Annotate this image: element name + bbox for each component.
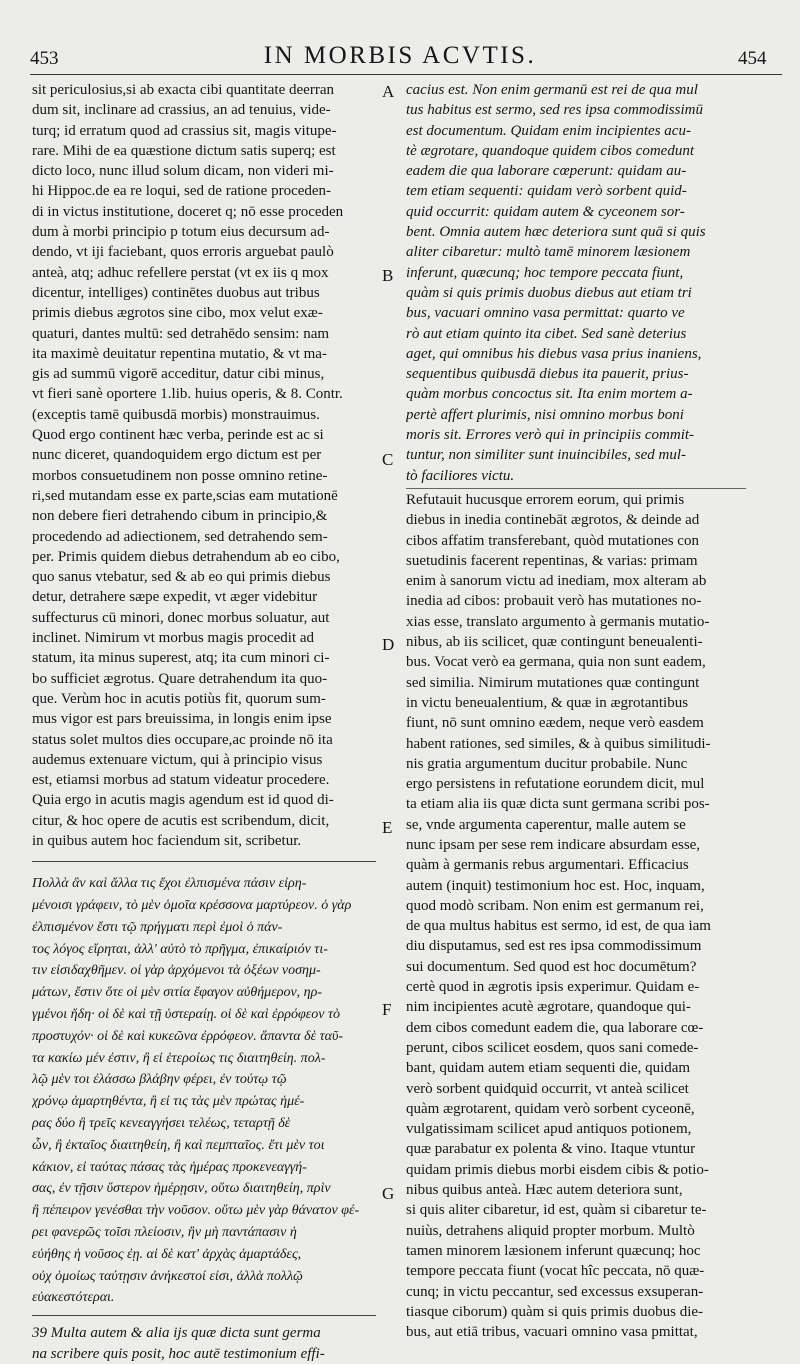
text-line: aget, qui omnibus his diebus vasa prius inaniens, (406, 345, 702, 362)
text-line: quid occurrit: quidam autem & cyceonem sor- (406, 203, 685, 220)
margin-letters (380, 80, 404, 1320)
text-line: dendo, vt iji faciebant, quos erroris arguebat paulò (32, 244, 334, 261)
text-line: rare. Mihi de ea quæstione dictum satis superq; est (32, 142, 336, 159)
text-line: est documentum. Quidam enim incipientes acu- (406, 122, 691, 139)
margin-letter: D (382, 635, 395, 654)
page-number-right: 454 (738, 48, 767, 69)
text-line: dum sit, inclinare ad crassius, an ad tenuius, vide- (32, 102, 331, 119)
text-line: gis ad summū vigorē acceditur, datur cibi minus, (32, 366, 325, 383)
text-line: xias esse, translato argumento à germanis mutatio- (406, 613, 710, 630)
section-rule-3 (406, 488, 746, 489)
text-line: dem cibos comedunt eadem die, qua laborare cœ- (406, 1019, 704, 1036)
text-line: σας, ἐν τῇσιν ὕστερον ἡμέρῃσιν, οὕτω διαιτηθείη, πρὶν (32, 1181, 331, 1197)
text-line: nim incipientes acutè ægrotare, quandoque qui- (406, 999, 691, 1016)
margin-letter: C (382, 450, 394, 469)
text-line: tiasque ciborum) quàm si quis primis duobus die- (406, 1303, 704, 1320)
text-line: tem etiam sequenti: quidam verò sorbent quid- (406, 183, 687, 200)
text-line: moris sit. Errores verò qui in principiis commit- (406, 427, 695, 444)
text-line: bent. Omnia autem hæc deteriora sunt quā si quis (406, 224, 706, 241)
running-title: IN MORBIS ACVTIS. (263, 42, 537, 69)
text-line: fiunt, nō sunt omnino eædem, neque verò easdem (406, 715, 704, 732)
margin-letter: F (382, 1000, 392, 1019)
text-line: status solet multos dies occupare,ac proinde nō ita (32, 731, 333, 748)
text-line: quæ parabatur ex polenta & vino. Itaque vtuntur (406, 1141, 696, 1158)
text-line: εὐακεστότεραι. (32, 1290, 115, 1306)
text-line: cibos affatim transferebant, quòd mutationes con (406, 532, 699, 549)
text-line: quàm à germanis rebus argumentari. Efficacius (406, 857, 689, 874)
text-line: quidam primis diebus morbi eisdem cibis & potio- (406, 1161, 709, 1178)
text-line: quod modò scribam. Non enim est germanum rei, (406, 897, 704, 914)
text-line: eadem die qua laborare cœperunt: quidam au- (406, 163, 687, 180)
text-line: anteà, atq; adhuc refellere perstat (vt ex iis q mox (32, 264, 329, 281)
text-line: quàm si quis primis duobus diebus aut etiam tri (406, 284, 692, 301)
text-line: τος λόγος εἴρηται, ἀλλ' αὐτὸ τὸ πρῆγμα, ἐπικαίριόν τι- (32, 941, 328, 957)
margin-letter: B (382, 266, 394, 285)
text-line: procedendo ad adiectionem, sed detrahendo sem- (32, 528, 328, 545)
text-line: detur, detrahere sæpe expedit, vt æger videbitur (32, 589, 318, 606)
text-line: τιν εἰσιδαχθῆμεν. οἱ γὰρ ἀρχόμενοι τὰ ὀξέων νοσημ- (32, 963, 321, 979)
text-line: sequentibus quibusdā diebus ita pauerit, prius- (406, 366, 689, 383)
text-line: sit periculosius,si ab exacta cibi quantitate deerran (32, 82, 334, 98)
text-line: λῷ μὲν τοι ἐλάσσω βλάβην φέρει, ἐν τούτῳ τῷ (32, 1072, 287, 1088)
text-line: ta etiam alia iis quæ dicta sunt germana scribi pos- (406, 796, 710, 813)
text-line: per. Primis quidem diebus detrahendum ab eo cibo, (32, 548, 340, 565)
text-line: suetudinis facerent repentinas, & varias: primam (406, 552, 698, 569)
page-header (0, 44, 800, 78)
text-line: tè ægrotare, quandoque quidem cibos comedunt (406, 142, 695, 159)
left-column (32, 80, 376, 1364)
text-line: diu disputamus, sed est res ipsa commodissimum (406, 938, 702, 955)
latin-translation-start (32, 1323, 376, 1364)
text-line: κάκιον, εἰ ταύτας πάσας τὰς ἡμέρας προκενεαγγή- (32, 1159, 307, 1175)
text-line: Πολλὰ ἂν καὶ ἄλλα τις ἔχοι ἐλπισμένα πάσιν εἰρη- (32, 876, 307, 892)
text-line: dicentur, intelliges) continētes duobus aut tribus (32, 284, 320, 301)
section-rule-wrap-2 (32, 1309, 376, 1323)
text-line: μένοισι γράφειν, τὸ μὲν ὁμοῖα κρέσσονα μαρτύρεον. ὁ γὰρ (32, 898, 352, 914)
text-line: est, etiamsi morbus ad statum videatur procedere. (32, 772, 330, 789)
text-line: dicto loco, nunc illud solum dicam, non videri mi- (32, 163, 334, 180)
text-line: quaturi, dantes multū: sed detrahēdo sensim: nam (32, 325, 330, 342)
text-line: in quibus autem hoc faciendum sit, scribetur. (32, 832, 302, 849)
left-commentary-block (32, 80, 376, 851)
text-line: non debere fieri detrahendo cibum in principio,& (32, 508, 328, 525)
text-line: sui documentum. Sed quod est hoc documētum? (406, 958, 697, 975)
text-line: se, vnde argumenta caperentur, malle autem se (406, 816, 686, 833)
text-line: audemus extenuare victum, qui à principio visus (32, 751, 323, 768)
text-line: vulgatissimam scilicet apud antiquos potionem, (406, 1121, 692, 1138)
text-line: sed similia. Nimirum mutationes quæ contingunt (406, 674, 700, 691)
text-line: inferunt, quæcunq; hoc tempore peccata fiunt, (406, 264, 684, 281)
section-rule-wrap (32, 851, 376, 873)
greek-text-block (32, 873, 376, 1309)
text-line: tempore peccata fiunt (vocat hîc peccata, nō quæ- (406, 1263, 705, 1280)
text-line: ri,sed mutandam esse ex parte,scias eam mutationē (32, 487, 338, 504)
text-line: in victu beneualentium, & quæ in ægrotantibus (406, 694, 689, 711)
text-line: nis gratia argumentum ducitur probabile. Nunc (406, 755, 688, 772)
text-line: ρας δύο ἢ τρεῖς κενεαγγήσει τελέως, τεταρτῇ δὲ (32, 1116, 291, 1132)
text-line: τα κακίω μέν ἐστιν, ἢ εἰ ἑτεροίως τις διαιτηθείη. πολ- (32, 1050, 326, 1066)
text-line: suffecturus cū minori, donec morbus soluatur, aut (32, 609, 330, 626)
text-line: εὐήθης ἡ νοῦσος ἐῃ. αἱ δὲ κατ' ἀρχὰς ἁμαρτάδες, (32, 1246, 302, 1262)
header-rule (30, 74, 782, 75)
text-line: hi Hippoc.de ea re loqui, sed de ratione proceden- (32, 183, 332, 200)
text-line: ἐλπισμένον ἔστι τῷ πρήγματι περὶ ἐμοὶ ὁ πάν- (32, 919, 283, 935)
text-line: Refutauit hucusque errorem eorum, qui primis (406, 491, 685, 508)
text-line: nibus, ab iis scilicet, quæ contingunt beneualenti- (406, 634, 703, 651)
text-line: citur, & hoc opere de acutis est scribendum, dicit, (32, 812, 330, 829)
text-line: μάτων, ἔστιν ὅτε οἱ μὲν σιτία ἔφαγον αὐθήμερον, ηρ- (32, 985, 322, 1001)
text-line: autem (inquit) testimonium hoc est. Hoc, inquam, (406, 877, 705, 894)
page-number-left: 453 (30, 48, 59, 69)
text-line: inclinet. Nimirum vt morbus magis procedit ad (32, 630, 315, 647)
text-line: que. Verùm hoc in acutis potiùs fit, quorum sum- (32, 690, 326, 707)
text-line: ἢ πέπειρον γενέσθαι τὴν νοῦσον. οὕτω μὲν γὰρ θάνατον φέ- (32, 1203, 360, 1219)
text-line: aliter cibaretur: multò tamē minorem læsionem (406, 244, 691, 261)
text-line: tamen minorem læsionem inferunt quæcunq; hoc (406, 1242, 701, 1259)
text-line: rò aut etiam quinto ita cibet. Sed sanè deterius (406, 325, 687, 342)
text-line: bus. Vocat verò ea germana, quia non sunt eadem, (406, 654, 706, 671)
text-line: tus habitus est sermo, sed res ipsa commodissimū (406, 102, 703, 119)
latin-translation-continued (406, 80, 784, 486)
text-line: cunq; in victu peccantur, sed excessus exsuperan- (406, 1283, 704, 1300)
text-line: quo sanus vtebatur, sed & ab eo qui primis diebus (32, 569, 331, 586)
text-line: inedia ad cibos: probauit verò has mutationes no- (406, 593, 702, 610)
right-commentary-block (406, 490, 784, 1342)
text-line: ρει φανερῶς τοῖσι πλείοσιν, ἢν μὴ παντάπασιν ἡ (32, 1225, 297, 1241)
text-line: Quod ergo continent hæc verba, perinde est ac si (32, 427, 324, 444)
text-line: quàm ægrotarent, quidam verò sorbent cyceonē, (406, 1100, 695, 1117)
section-rule-wrap-3 (406, 486, 784, 490)
text-line: habent rationes, sed similes, & à quibus similitudi- (406, 735, 711, 752)
text-line: προστυχόν· οἱ δὲ καὶ κυκεῶνα ἐρρόφεον. ἅπαντα δὲ ταῦ- (32, 1028, 344, 1044)
text-line: verò sorbent quidquid occurrit, vt anteà scilicet (406, 1080, 689, 1097)
text-line: οὐχ ὁμοίως ταύτῃσιν ἀνήκεστοί εἰσι, ἀλλὰ πολλῷ (32, 1268, 303, 1284)
text-line: perunt, cibos scilicet eosdem, quos sani comede- (406, 1039, 699, 1056)
text-line: χρόνῳ ἁμαρτηθέντα, ἢ εἰ τις τὰς μὲν πρώτας ἡμέ- (32, 1094, 305, 1110)
text-line: certè quod in ægrotis ipsis experimur. Quidam e- (406, 979, 700, 996)
text-line: vt fieri sanè oportere 1.lib. huius operis, & 8. Contr. (32, 386, 343, 403)
text-line: Quia ergo in acutis magis agendum est id quod di- (32, 792, 334, 809)
text-line: quàm morbus concoctus sit. Ita enim mortem a- (406, 386, 693, 403)
section-rule-2 (32, 1315, 376, 1316)
text-line: bus, aut etiā tribus, vacuari omnino vasa pmittat, (406, 1324, 698, 1341)
section-rule (32, 861, 376, 862)
text-line: nibus quibus anteà. Hæc autem deteriora sunt, (406, 1182, 683, 1199)
text-line: ὧν, ἢ ἑκταῖος διαιτηθείη, ἢ καὶ πεμπταῖος. ἔτι μὲν τοι (32, 1137, 325, 1153)
text-line: na scribere quis posit, hoc autē testimonium effi- (32, 1345, 325, 1362)
text-line: mus vigor est pars breuissima, in longis enim ipse (32, 711, 332, 728)
text-line: morbos consuetudinem non posse omnino retine- (32, 467, 328, 484)
text-line: ergo persistens in refutatione eorundem dicit, mul (406, 776, 705, 793)
text-line: tò faciliores victu. (406, 467, 515, 484)
text-line: (exceptis tamē quibusdā morbis) monstrauimus. (32, 406, 320, 423)
margin-letter: A (382, 82, 395, 101)
text-line: nuiùs, detrahens aliquid propter morbum. Multò (406, 1222, 695, 1239)
text-line: bus, vacuari omnino vasa permittat: quarto ve (406, 305, 685, 322)
text-line: di in victus institutione, doceret q; nō esse proceden (32, 203, 344, 220)
text-line: tuntur, non similiter sunt inuincibiles, sed mul- (406, 447, 686, 464)
margin-letter: G (382, 1184, 395, 1203)
text-line: bant, quidam autem etiam sequenti die, quidam (406, 1060, 691, 1077)
text-line: nunc ipsam per sese rem indicare absurdam esse, (406, 836, 701, 853)
text-line: primis diebus ægrotos sine cibo, mox velut exæ- (32, 305, 323, 322)
right-column (406, 80, 784, 1342)
text-line: dum à morbi principio p totum eius decursum ad- (32, 224, 330, 241)
text-line: ita maximè deuitatur repentina mutatio, & vt ma- (32, 345, 327, 362)
text-line: bo sufficiet ægrotus. Quare detrahendum ita quo- (32, 670, 328, 687)
text-line: nunc diceret, quandoquidem ergo dictum est per (32, 447, 322, 464)
text-line: de qua multus habitus est sermo, id est, de qua iam (406, 918, 711, 935)
text-line: statum, ita minus superest, atq; ita cum minori ci- (32, 650, 330, 667)
text-line: enim à sanorum victu ad inediam, mox alteram ab (406, 573, 707, 590)
text-line: cacius est. Non enim germanū est rei de qua mul (406, 82, 698, 98)
text-line: pertè affert plurimis, nisi omnino morbus boni (406, 406, 684, 423)
text-line: 39 Multa autem & alia ijs quæ dicta sunt germa (32, 1325, 321, 1342)
text-line: γμένοι ἤδη· οἱ δὲ καὶ τῇ ὑστεραίῃ. οἱ δὲ καὶ ἐρρόφεον τὸ (32, 1007, 340, 1023)
margin-letter: E (382, 818, 393, 837)
text-line: turq; id erratum quod ad crassius sit, magis vitupe- (32, 122, 337, 139)
text-line: si quis aliter cibaretur, id est, quàm si cibaretur te- (406, 1202, 707, 1219)
text-line: diebus in inedia continebāt ægrotos, & deinde ad (406, 512, 700, 529)
